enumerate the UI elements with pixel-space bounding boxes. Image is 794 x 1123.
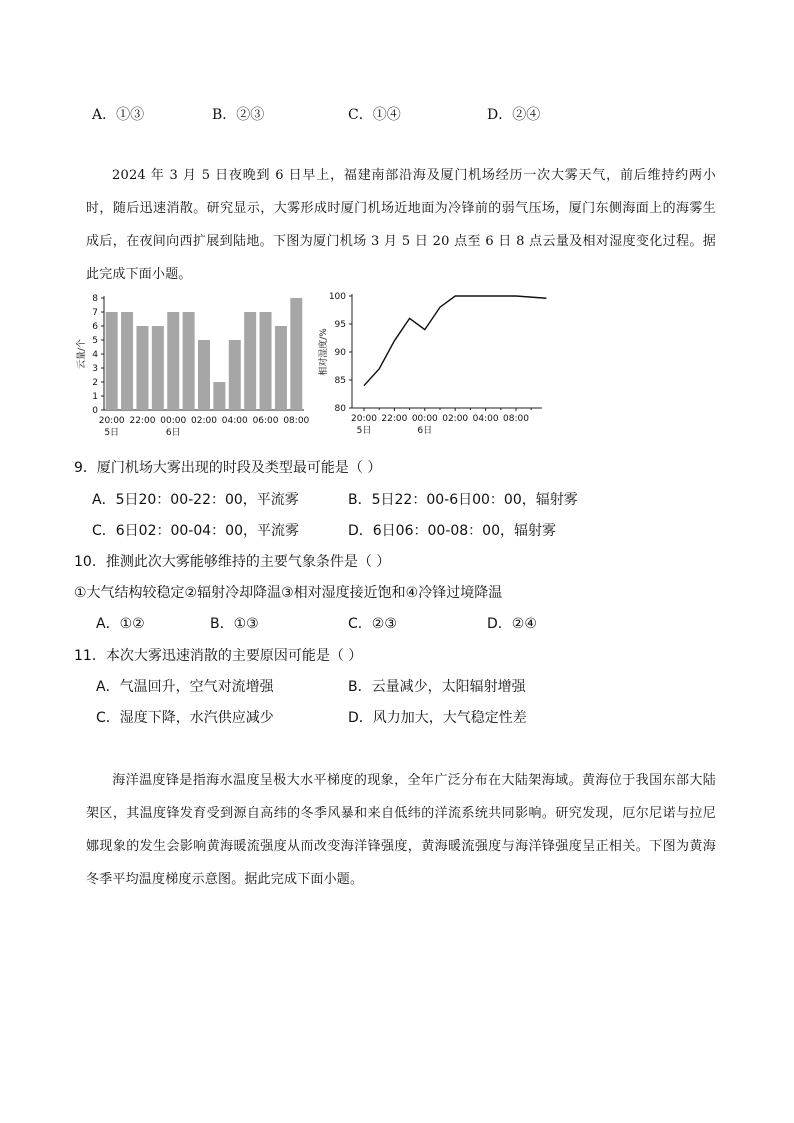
cloud-bar — [244, 312, 256, 410]
cloud-bar — [229, 340, 241, 410]
line-x-tick-label: 08:00 — [503, 414, 529, 424]
bar-date-label: 5日 — [104, 428, 120, 438]
q9-stem: 9．厦门机场大雾出现的时段及类型最可能是（ ） — [74, 460, 382, 476]
q10-option-d[interactable]: D．②④ — [487, 616, 537, 632]
q10-option-a[interactable]: A．①② — [96, 616, 145, 632]
relative-humidity-line-chart — [317, 292, 546, 436]
cloud-humidity-charts — [70, 288, 550, 444]
q10-stem: 10．推测此次大雾能够维持的主要气象条件是（ ） — [74, 554, 391, 570]
line-y-tick-label: 80 — [334, 404, 346, 414]
q10-items: ①大气结构较稳定②辐射冷却降温③相对湿度接近饱和④冷锋过境降温 — [74, 585, 503, 601]
bar-y-tick-label: 3 — [92, 364, 98, 374]
bar-x-tick-label: 04:00 — [221, 416, 248, 426]
bar-y-tick-label: 4 — [92, 350, 98, 360]
line-x-tick-label: 20:00 — [351, 414, 377, 424]
q9-option-c[interactable]: C．6日02：00-04：00，平流雾 — [92, 523, 299, 539]
bar-date-label: 6日 — [165, 428, 181, 438]
line-y-tick-label: 85 — [334, 376, 346, 386]
cloud-bar — [106, 312, 118, 410]
cloud-bar — [198, 340, 210, 410]
bar-x-tick-label: 06:00 — [252, 416, 279, 426]
line-y-tick-label: 95 — [334, 320, 346, 330]
q11-option-a[interactable]: A．气温回升，空气对流增强 — [96, 679, 274, 695]
bar-y-tick-label: 7 — [92, 308, 98, 318]
q11-option-c[interactable]: C．湿度下降，水汽供应减少 — [96, 710, 274, 726]
line-x-tick-label: 00:00 — [411, 414, 438, 424]
passage-fog — [86, 159, 716, 291]
prev-option-b: B．②③ — [212, 107, 265, 123]
bar-x-tick-label: 08:00 — [283, 416, 310, 426]
cloud-bar — [167, 312, 179, 410]
bar-y-tick-label: 0 — [92, 406, 98, 416]
q11-option-b[interactable]: B．云量减少，太阳辐射增强 — [348, 679, 526, 695]
q10-option-b[interactable]: B．①③ — [210, 616, 259, 632]
bar-x-tick-label: 00:00 — [160, 416, 187, 426]
cloud-bar — [121, 312, 133, 410]
bar-y-axis-label: 云量/个 — [77, 338, 87, 370]
bar-x-tick-label: 02:00 — [191, 416, 217, 426]
passage-fog-text: 2024 年 3 月 5 日夜晚到 6 日早上，福建南部沿海及厦门机场经历一次大雾天气，前后维持约两小时，随后迅速消散。研究显示，大雾形成时厦门机场近地面为冷锋前的弱气压场，厦门东侧海面上的海雾生成后，在夜间向西扩展到陆地。下图为厦门机场 3 月 5 日 20 点至 6 日 8 点云量及相对湿度变化过程。据此完成下面小题。 — [86, 168, 716, 282]
q11-stem: 11．本次大雾迅速消散的主要原因可能是（ ） — [74, 648, 363, 664]
cloud-bar — [290, 298, 302, 410]
cloud-bar — [275, 326, 287, 410]
bar-y-tick-label: 2 — [92, 378, 98, 388]
prev-option-a: A．①③ — [92, 107, 145, 123]
line-x-tick-label: 22:00 — [381, 414, 408, 424]
q9-option-b[interactable]: B．5日22：00-6日00：00，辐射雾 — [348, 492, 578, 508]
line-y-axis-label: 相对湿度/% — [319, 328, 329, 376]
line-y-tick-label: 90 — [334, 348, 346, 358]
line-x-tick-label: 04:00 — [472, 414, 499, 424]
cloud-bar — [152, 326, 164, 410]
bar-y-tick-label: 5 — [92, 336, 98, 346]
humidity-series-line — [364, 296, 546, 386]
bar-x-tick-label: 20:00 — [98, 416, 125, 426]
q9-option-d[interactable]: D．6日06：00-08：00，辐射雾 — [348, 523, 556, 539]
passage-ocean-front — [86, 764, 716, 896]
cloud-bar — [136, 326, 148, 410]
prev-option-d: D．②④ — [487, 107, 541, 123]
line-x-tick-label: 02:00 — [442, 414, 469, 424]
cloud-bar — [183, 312, 195, 410]
line-date-label: 6日 — [417, 426, 433, 436]
q9-option-a[interactable]: A．5日20：00-22：00，平流雾 — [92, 492, 299, 508]
bar-y-tick-label: 6 — [92, 322, 98, 332]
line-y-tick-label: 100 — [328, 292, 346, 302]
cloud-bar — [213, 382, 225, 410]
q10-option-c[interactable]: C．②③ — [348, 616, 397, 632]
q11-option-d[interactable]: D．风力加大，大气稳定性差 — [348, 710, 527, 726]
bar-x-tick-label: 22:00 — [129, 416, 156, 426]
bar-y-tick-label: 8 — [92, 294, 98, 304]
bar-y-tick-label: 1 — [92, 392, 98, 402]
cloud-cover-bar-chart — [75, 294, 310, 438]
prev-option-c: C．①④ — [348, 107, 401, 123]
line-date-label: 5日 — [356, 426, 372, 436]
cloud-bar — [260, 312, 272, 410]
passage-ocean-front-text: 海洋温度锋是指海水温度呈极大水平梯度的现象，全年广泛分布在大陆架海域。黄海位于我国东部大陆架区，其温度锋发育受到源自高纬的冬季风暴和来自低纬的洋流系统共同影响。研究发现，厄尔尼诺与拉尼娜现象的发生会影响黄海暖流强度从而改变海洋锋强度，黄海暖流强度与海洋锋强度呈正相关。下图为黄海冬季平均温度梯度示意图。据此完成下面小题。 — [86, 773, 716, 887]
